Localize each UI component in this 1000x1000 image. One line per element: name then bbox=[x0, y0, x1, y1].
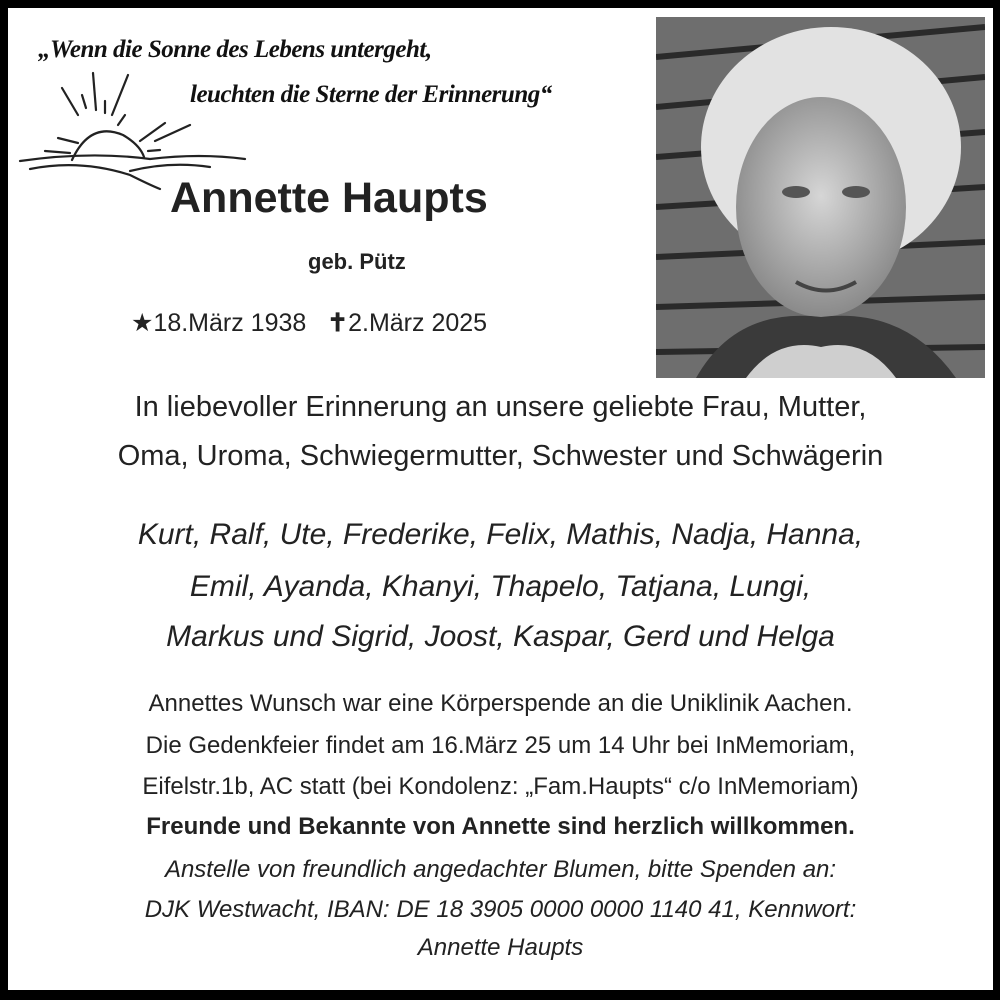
maiden-name: geb. Pütz bbox=[308, 249, 406, 274]
quote-line-1: „Wenn die Sonne des Lebens untergeht, bbox=[38, 36, 432, 63]
notice-line-1: Annettes Wunsch war eine Körperspende an die Uniklinik Aachen. bbox=[148, 690, 853, 717]
family-line-2: Emil, Ayanda, Khanyi, Thapelo, Tatjana, Lungi, bbox=[189, 570, 812, 603]
intro-line-1: In liebevoller Erinnerung an unsere geliebte Frau, Mutter, bbox=[134, 391, 867, 423]
notice-line-3: Eifelstr.1b, AC statt (bei Kondolenz: „Fam.Haupts“ c/o InMemoriam) bbox=[142, 773, 859, 800]
portrait-photo bbox=[656, 17, 985, 378]
life-dates bbox=[131, 308, 487, 338]
birth-date: 18.März 1938 bbox=[153, 309, 307, 337]
donation-line-3: Annette Haupts bbox=[417, 934, 584, 961]
obituary-card bbox=[8, 8, 993, 990]
intro-line-2: Oma, Uroma, Schwiegermutter, Schwester und Schwägerin bbox=[117, 440, 884, 472]
donation-line-1: Anstelle von freundlich angedachter Blumen, bitte Spenden an: bbox=[164, 856, 837, 883]
family-line-3: Markus und Sigrid, Joost, Kaspar, Gerd und Helga bbox=[166, 620, 835, 653]
quote-line-2: leuchten die Sterne der Erinnerung“ bbox=[190, 81, 552, 108]
donation-line-2: DJK Westwacht, IBAN: DE 18 3905 0000 0000 1140 41, Kennwort: bbox=[144, 896, 857, 923]
notice-line-2: Die Gedenkfeier findet am 16.März 25 um 14 Uhr bei InMemoriam, bbox=[145, 732, 856, 759]
star-icon: ★ bbox=[131, 309, 154, 337]
cross-icon: ✝ bbox=[327, 309, 349, 337]
deceased-name: Annette Haupts bbox=[170, 174, 488, 222]
family-line-1: Kurt, Ralf, Ute, Frederike, Felix, Mathis, Nadja, Hanna, bbox=[137, 518, 864, 551]
welcome-line: Freunde und Bekannte von Annette sind herzlich willkommen. bbox=[146, 813, 855, 840]
death-date: 2.März 2025 bbox=[348, 309, 488, 337]
